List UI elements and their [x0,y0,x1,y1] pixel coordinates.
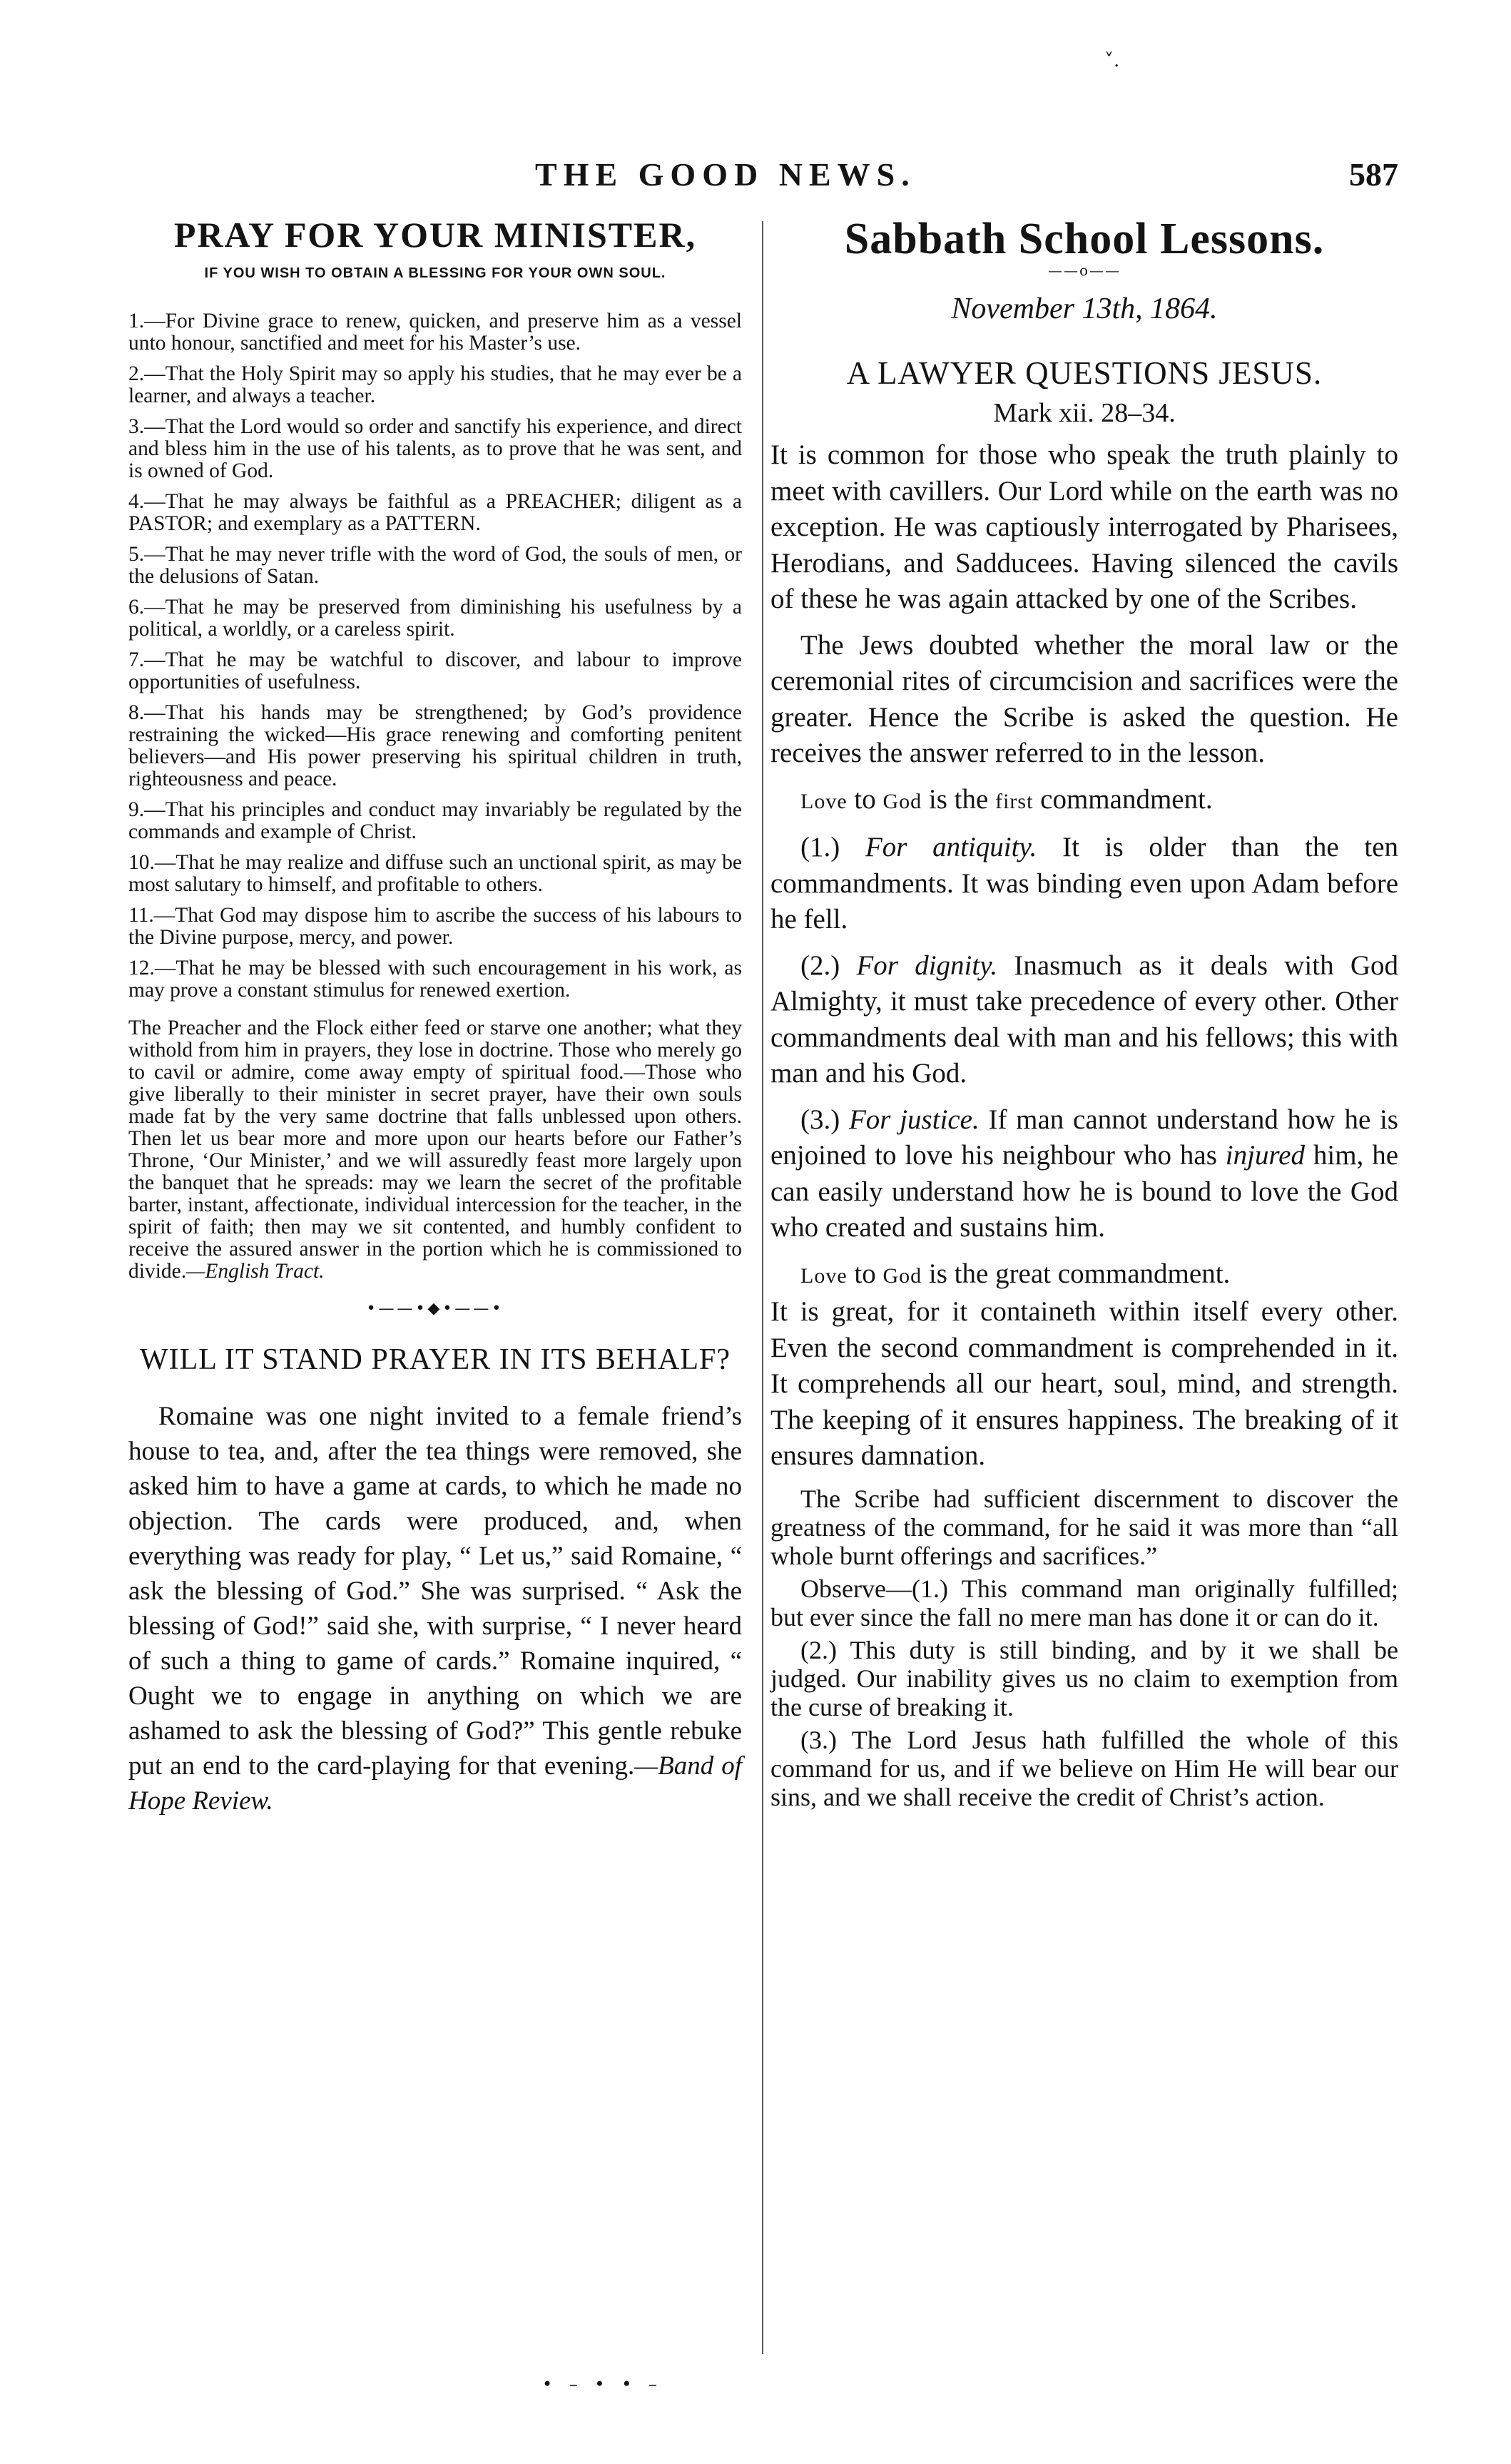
article-heading-stand-prayer: WILL IT STAND PRAYER IN ITS BEHALF? [139,1343,731,1376]
point-heading: For justice. [848,1104,980,1135]
word: to [847,1258,883,1289]
word: is the [922,783,996,815]
prayer-item: 6.—That he may be preserved from diminishing his usefulness by a political, a worldly, or a careless spirit. [128,596,742,641]
prayer-list [128,310,742,1002]
word: to [847,783,883,815]
article-body-romaine [128,1399,742,1818]
observe-3: (3.) The Lord Jesus hath fulfilled the whole of this command for us, and if we believe on Him He will bear our sins, and we shall receive the credit of Christ’s action. [770,1725,1398,1811]
point-dignity [770,948,1398,1092]
prayer-item: 8.—That his hands may be strengthened; by God’s providence restraining the wicked—His grace renewing and comforting penitent believers—and His power preserving his spiritual children in truth, righteousness and peace. [128,701,742,790]
smallcaps-first: first [995,789,1034,813]
point-body: It is older than the ten commandments. It was binding even upon Adam before he fell. [770,832,1399,935]
word: is the great commandment. [922,1258,1231,1289]
lesson-paragraph-2: The Jews doubted whether the moral law or the ceremonial rites of circumcision and sacrifices were the greater. Hence the Scribe is asked the question. He receives the answer referred to in the lesson. [770,629,1398,768]
article-attribution: —Band of Hope Review. [128,1751,743,1816]
article-body-text: Romaine was one night invited to a female friend’s house to tea, and, after the tea things were removed, she asked him to have a game at cards, to which he made no objection. The cards were produced, and, when everything was ready for play, “ Let us,” said Romaine, “ ask the blessing of God.” She was surprised. “ Ask the blessing of God!” said she, with surprise, “ I never heard of such a thing to game of cards.” Romaine inquired, “ Ought we to engage in anything on which we are ashamed to ask the blessing of God?” This gentle rebuke put an end to the card-playing for that evening. [128,1402,742,1781]
prayer-item: 11.—That God may dispose him to ascribe the success of his labours to the Divine purpose, mercy, and power. [128,904,742,949]
prayer-item: 1.—For Divine grace to renew, quicken, and preserve him as a vessel unto honour, sanctified and meet for his Master’s use. [128,310,742,355]
love-great-line [770,1256,1398,1295]
prayer-item: 9.—That his principles and conduct may invariably be regulated by the commands and example of Christ. [128,798,742,843]
smallcaps-love: Love [800,789,848,813]
great-commandment-paragraph: It is great, for it containeth within itself every other. Even the second commandment is comprehended in it. It comprehends all our heart, soul, mind, and strength. The keeping of it ensures happiness. The breaking of it ensures damnation. [770,1296,1398,1471]
right-column [770,214,1398,1816]
point-heading: For dignity. [856,950,998,981]
section-heading-sabbath: Sabbath School Lessons. [844,215,1325,263]
point-number: (1.) [800,832,865,862]
column-divider [762,221,763,2354]
heading-dash: ——o—— [1047,262,1121,279]
left-column [128,214,742,1818]
scribe-paragraph: The Scribe had sufficient discernment to discover the greatness of the command, for he said it was more than “all whole burnt offerings and sacrifices.” [770,1484,1398,1570]
smallcaps-god: God [882,789,922,813]
article-subheading-pray: IF YOU WISH TO OBTAIN A BLESSING FOR YOUR OWN SOUL. [204,265,666,281]
prayer-item: 3.—That the Lord would so order and sanctify his experience, and direct and bless him in the use of his talents, as to prove that he was sent, and is owned of God. [128,415,742,482]
point-antiquity [770,830,1398,938]
running-head [128,156,1398,198]
point-body: him, he can easily understand how he is bound to love the God who created and sustains him. [770,1140,1399,1243]
prayer-item: 4.—That he may always be faithful as a PREACHER; diligent as a PASTOR; and exemplary as a PATTERN. [128,490,742,535]
point-body: Inasmuch as it deals with God Almighty, it must take precedence of every other. Other commandments deal with man and his fellows; this with man and his God. [770,950,1398,1089]
article-heading-pray: PRAY FOR YOUR MINISTER, [173,215,697,255]
ornamental-rule: •——•◆•——• [366,1300,504,1318]
corner-mark: ˅. [1104,50,1120,71]
lesson-paragraph-1: It is common for those who speak the truth plainly to meet with cavillers. Our Lord while on the earth was no exception. He was captiously interrogated by Pharisees, Herodians, and Sadducees. Having silenced the cavils of these he was again attacked by one of the Scribes. [770,439,1398,614]
prayer-item: 7.—That he may be watchful to discover, and labour to improve opportunities of usefulness. [128,648,742,693]
point-number: (2.) [800,950,857,981]
point-number: (3.) [800,1104,849,1135]
prayer-item: 10.—That he may realize and diffuse such an unctional spirit, as may be most salutary to himself, and profitable to others. [128,851,742,896]
closing-paragraph [128,1017,742,1283]
bottom-ornament: • – • • – [542,2374,663,2394]
closing-attribution: —English Tract. [186,1260,325,1283]
point-heading: For antiquity. [865,832,1037,862]
point-body: If man cannot understand how he is enjoined to love his neighbour who has [770,1104,1398,1171]
page-number: 587 [1349,156,1398,193]
publication-title: THE GOOD NEWS. [535,156,916,193]
lesson-title: A LAWYER QUESTIONS JESUS. [846,355,1323,391]
observe-2: (2.) This duty is still binding, and by it we shall be judged. Our inability gives us no claim to exemption from the curse of breaking it. [770,1635,1398,1721]
smallcaps-love: Love [800,1263,848,1288]
lesson-date: November 13th, 1864. [951,292,1218,325]
prayer-item: 12.—That he may be blessed with such encouragement in his work, as may prove a constant stimulus for renewed exertion. [128,957,742,1002]
observe-1: Observe—(1.) This command man originally fulfilled; but ever since the fall no mere man has done it or can do it. [770,1574,1398,1631]
closing-paragraph-text: The Preacher and the Flock either feed or starve one another; what they withold from him in prayers, they lose in doctrine. Those who merely go to cavil or admire, come away empty of spiritual food.—Those who give liberally to their minister in secret prayer, have their own souls made fat by the very same doctrine that falls unblessed upon others. Then let us bear more and more upon our hearts before our Father’s Throne, ‘Our Minister,’ and we will assuredly feast more largely upon the banquet that he spreads: may we learn the secret of the profitable barter, instant, affectionate, individual intercession for the teacher, in the spirit of faith; then may we sit contented, and humbly confident to receive the assured answer in the portion which he is commissioned to divide. [128,1017,742,1283]
italic-word: injured [1225,1140,1305,1171]
prayer-item: 2.—That the Holy Spirit may so apply his studies, that he may ever be a learner, and always a teacher. [128,362,742,407]
prayer-item: 5.—That he may never trifle with the word of God, the souls of men, or the delusions of Satan. [128,543,742,588]
smallcaps-god: God [882,1263,922,1288]
lesson-reference: Mark xii. 28–34. [993,398,1176,428]
love-first-line [770,782,1398,820]
word: commandment. [1033,783,1213,815]
point-justice [770,1102,1398,1246]
